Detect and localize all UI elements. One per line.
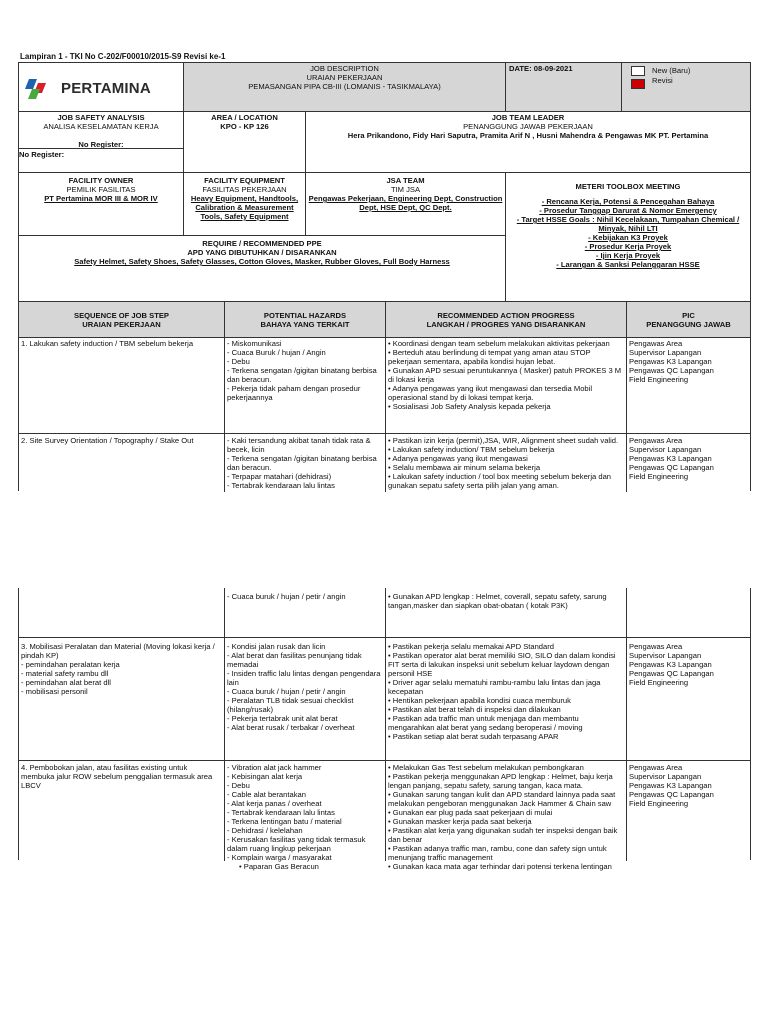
- pic-item: Supervisor Lapangan: [629, 772, 702, 781]
- table-row-1-step: [18, 337, 225, 434]
- new-status-swatch: [631, 66, 645, 76]
- facility-owner-title: FACILITY OWNER: [68, 176, 134, 185]
- status-cell: [621, 62, 751, 112]
- hazard-item: - Cable alat berantakan: [227, 790, 306, 799]
- hazard-item: - Terkena sengatan /gigitan binatang berbisa dan beracun.: [227, 366, 377, 384]
- table-row-3-hazards: [224, 637, 386, 761]
- facility-equipment-cell: [183, 172, 306, 236]
- column-subtitle: BAHAYA YANG TERKAIT: [260, 320, 350, 329]
- column-divider: [385, 588, 386, 638]
- action-item: • Lakukan safety induction/ TBM sebelum bekerja: [388, 445, 555, 454]
- table-row-4: [18, 760, 751, 871]
- hazard-item: - Pekerja tidak paham dengan prosedur pekerjaannya: [227, 384, 361, 402]
- hazard-list: [227, 436, 383, 490]
- hazard-item: - Kebisingan alat kerja: [227, 772, 303, 781]
- hazard-item: - Alat berat dan fasilitas penunjang tidak memadai: [227, 651, 362, 669]
- hazard-item: - Cuaca buruk / hujan / petir / angin: [227, 687, 346, 696]
- area-title: AREA / LOCATION: [211, 113, 278, 122]
- hazard-item: - Insiden traffic lalu lintas dengan pengendara lain: [227, 669, 381, 687]
- action-item: • Gunakan sarung tangan kulit dan APD standard lainnya pada saat melakukan pengeboran menggunakan Jack Hammer & Chain saw: [388, 790, 616, 808]
- document-reference: Lampiran 1 - TKI No C-202/F00010/2015-S9 Revisi ke-1: [20, 52, 226, 61]
- hazard-item: - Debu: [227, 357, 250, 366]
- column-divider: [224, 434, 225, 492]
- hazard-item: - Alat kerja panas / overheat: [227, 799, 322, 808]
- hazard-item: - Terpapar matahari (dehidrasi): [227, 472, 332, 481]
- revision-status-swatch: [631, 79, 645, 89]
- ppe-title: REQUIRE / RECOMMENDED PPE: [202, 239, 322, 248]
- hazard-item: - Pekerja tertabrak unit alat berat: [227, 714, 338, 723]
- pic-item: Supervisor Lapangan: [629, 651, 702, 660]
- job-step: 1. Lakukan safety induction / TBM sebelum bekerja: [21, 339, 194, 348]
- facility-equipment-value-2: Calibration & Measurement: [195, 203, 294, 212]
- pertamina-logo-icon: [25, 77, 55, 99]
- revision-status-label: Revisi: [652, 76, 673, 85]
- pic-item: Pengawas K3 Lapangan: [629, 781, 712, 790]
- pic-item: Pengawas Area: [629, 763, 683, 772]
- action-list: [388, 763, 624, 871]
- job-description-subtitle: URAIAN PEKERJAAN: [306, 73, 383, 82]
- hazard-item: - Kaki tersandung akibat tanah tidak rata & becek, licin: [227, 436, 371, 454]
- jsa-cell: [18, 111, 184, 173]
- job-step: 3. Mobilisasi Peralatan dan Material (Moving lokasi kerja / pindah KP): [21, 642, 215, 660]
- action-item: • Gunakan APD lengkap : Helmet, coverall, sepatu safety, sarung tangan,masker dan siapkan obat-obatan ( kotak P3K): [388, 592, 607, 610]
- hazard-item: - Cuaca Buruk / hujan / Angin: [227, 348, 326, 357]
- action-item: • Berteduh atau berlindung di tempat yang aman atau STOP pekerjaan sementara, apabila kondisi hujan lebat.: [388, 348, 591, 366]
- pic-item: Pengawas K3 Lapangan: [629, 660, 712, 669]
- job-description-cell: [183, 62, 506, 112]
- pic-item: Supervisor Lapangan: [629, 348, 702, 357]
- hazard-item: - Komplain warga / masyarakat: [227, 853, 332, 862]
- column-divider: [626, 588, 627, 638]
- hazard-item: - Peralatan TLB tidak sesuai checklist (hilang/rusak): [227, 696, 354, 714]
- column-header-actions: [385, 301, 627, 338]
- hazard-item: - Vibration alat jack hammer: [227, 763, 322, 772]
- pic-item: Pengawas Area: [629, 436, 683, 445]
- pertamina-logo: [25, 77, 151, 99]
- column-title: RECOMMENDED ACTION PROGRESS: [437, 311, 575, 320]
- column-title: SEQUENCE OF JOB STEP: [74, 311, 169, 320]
- column-subtitle: URAIAN PEKERJAAN: [82, 320, 161, 329]
- pic-item: Pengawas QC Lapangan: [629, 463, 714, 472]
- action-item: • Gunakan masker kerja pada saat bekerja: [388, 817, 532, 826]
- toolbox-item: - Prosedur Kerja Proyek: [584, 242, 672, 251]
- pic-item: Supervisor Lapangan: [629, 445, 702, 454]
- action-item: • Pastikan alat berat telah di inspeksi dan dilakukan: [388, 705, 561, 714]
- action-item: • Gunakan APD sesuai peruntukannya ( Masker) patuh PROKES 3 M di lokasi kerja: [388, 366, 622, 384]
- hazard-item: - Debu: [227, 781, 250, 790]
- no-register-label: No Register:: [78, 140, 124, 149]
- toolbox-cell: [505, 172, 751, 302]
- no-register-label-2: No Register:: [19, 150, 65, 159]
- jsa-team-value-1: Pengawas Pekerjaan, Engineering Dept, Construction: [308, 194, 503, 203]
- column-title: PIC: [682, 311, 695, 320]
- action-item: • Pastikan pekerja menggunakan APD lengkap : Helmet, baju kerja lengan panjang, sepatu safety, sarung tangan, kaca mata.: [388, 772, 613, 790]
- jsa-subtitle: ANALISA KESELAMATAN KERJA: [43, 122, 159, 131]
- facility-owner-value: PT Pertamina MOR III & MOR IV: [44, 194, 158, 203]
- jsa-team-subtitle: TIM JSA: [390, 185, 421, 194]
- pic-item: Field Engineering: [629, 375, 689, 384]
- action-item: • Pastikan alat kerja yang digunakan sudah ter inspeksi dengan baik dan benar: [388, 826, 618, 844]
- action-item: • Pastikan pekerja selalu memakai APD Standard: [388, 642, 555, 651]
- table-row-2: [18, 433, 751, 491]
- hazard-item: - Terkena lentingan batu / material: [227, 817, 342, 826]
- pic-item: Pengawas Area: [629, 642, 683, 651]
- table-row-3-actions: [385, 637, 627, 761]
- action-item: • Selalu membawa air minum selama bekerja: [388, 463, 541, 472]
- team-leader-cell: [305, 111, 751, 173]
- column-title: POTENTIAL HAZARDS: [263, 311, 347, 320]
- job-step: 2. Site Survey Orientation / Topography / Stake Out: [21, 436, 194, 445]
- hazard-item: • Paparan Gas Beracun: [239, 862, 319, 871]
- toolbox-title: METERI TOOLBOX MEETING: [575, 182, 681, 191]
- new-status-label: New (Baru): [652, 66, 691, 75]
- column-divider: [626, 434, 627, 492]
- action-list: [388, 436, 624, 490]
- job-description-value: PEMASANGAN PIPA CB-III (LOMANIS - TASIKMALAYA): [248, 82, 441, 91]
- toolbox-item: - Prosedur Tanggap Darurat & Nomor Emergency: [539, 206, 717, 215]
- date-value: DATE: 08-09-2021: [509, 64, 573, 73]
- hazard-item: - Cuaca buruk / hujan / petir / angin: [227, 592, 346, 601]
- table-row-1-hazards: [224, 337, 386, 434]
- area-cell: [183, 111, 306, 173]
- job-step: 4. Pembobokan jalan, atau fasilitas existing untuk membuka jalur ROW sebelum penggalian termasuk area LBCV: [21, 763, 213, 790]
- facility-equipment-subtitle: FASILITAS PEKERJAAN: [202, 185, 287, 194]
- pic-item: Pengawas K3 Lapangan: [629, 357, 712, 366]
- action-item: • Hentikan pekerjaan apabila kondisi cuaca memburuk: [388, 696, 571, 705]
- pic-item: Field Engineering: [629, 799, 689, 808]
- action-item: • Pastikan izin kerja (permit),JSA, WIR, Alignment sheet sudah valid.: [388, 436, 619, 445]
- jsa-team-value-2: Dept, HSE Dept, QC Dept.: [359, 203, 452, 212]
- table-row-1-pic: [626, 337, 751, 434]
- team-leader-title: JOB TEAM LEADER: [491, 113, 565, 122]
- action-item: • Lakukan safety induction / tool box meeting sebelum bekerja dan gunakan sepatu safety serta pilih jalan yang aman.: [388, 472, 612, 490]
- hazard-item: - Kerusakan fasilitas yang tidak termasuk dalam ruang lingkup pekerjaan: [227, 835, 366, 853]
- divider: [18, 148, 184, 149]
- toolbox-item: - Rencana Kerja, Potensi & Pencegahan Bahaya: [541, 197, 715, 206]
- pic-list: [629, 436, 749, 481]
- pic-item: Pengawas Area: [629, 339, 683, 348]
- facility-owner-cell: [18, 172, 184, 236]
- pic-item: Pengawas K3 Lapangan: [629, 454, 712, 463]
- ppe-cell: [18, 235, 506, 302]
- toolbox-item: - Ijin Kerja Proyek: [595, 251, 661, 260]
- toolbox-item: - Target HSSE Goals : Nihil Kecelakaan, Tumpahan Chemical /: [516, 215, 740, 224]
- pic-item: Pengawas QC Lapangan: [629, 669, 714, 678]
- column-header-sequence: [18, 301, 225, 338]
- hazard-item: - Miskomunikasi: [227, 339, 282, 348]
- action-item: • Driver agar selalu mematuhi rambu-rambu lalu lintas dan jaga kecepatan: [388, 678, 601, 696]
- action-item: • Pastikan ada traffic man untuk menjaga dan membantu mengarahkan alat berat yang sedang beroperasi / moving: [388, 714, 583, 732]
- jsa-title: JOB SAFETY ANALYSIS: [57, 113, 145, 122]
- hazard-list: [227, 763, 383, 871]
- action-item: • Pastikan adanya traffic man, rambu, cone dan safety sign untuk menunjang traffic management: [388, 844, 607, 862]
- column-header-pic: [626, 301, 751, 338]
- hazard-item: - Terkena sengatan /gigitan binatang berbisa dan beracun.: [227, 454, 377, 472]
- team-leader-subtitle: PENANGGUNG JAWAB PEKERJAAN: [463, 122, 593, 131]
- date-cell: [505, 62, 622, 112]
- ppe-subtitle: APD YANG DIBUTUHKAN / DISARANKAN: [187, 248, 337, 257]
- job-step-item: - mobilisasi personil: [21, 687, 88, 696]
- hazard-item: - Dehidrasi / kelelahan: [227, 826, 303, 835]
- column-divider: [385, 434, 386, 492]
- toolbox-item: - Larangan & Sanksi Pelanggaran HSSE: [556, 260, 700, 269]
- facility-equipment-value-1: Heavy Equipment, Handtools,: [190, 194, 299, 203]
- job-step-item: - pemindahan alat berat dll: [21, 678, 111, 687]
- action-item: • Adanya pengawas yang ikut mengawasi: [388, 454, 528, 463]
- jsa-team-cell: [305, 172, 506, 236]
- facility-equipment-title: FACILITY EQUIPMENT: [204, 176, 285, 185]
- table-row-2-continued: [18, 588, 751, 638]
- job-step-item: - pemindahan peralatan kerja: [21, 660, 120, 669]
- pic-item: Pengawas QC Lapangan: [629, 366, 714, 375]
- hazard-item: - Tertabrak kendaraan lalu lintas: [227, 481, 335, 490]
- pic-item: Pengawas QC Lapangan: [629, 790, 714, 799]
- hazard-item: - Kondisi jalan rusak dan licin: [227, 642, 326, 651]
- action-item: • Pastikan operator alat berat memiliki SIO, SILO dan dalam kondisi FIT serta di lakukan inspeksi unit sebelum keluar laydown dengan personil HSE: [388, 651, 616, 678]
- ppe-value: Safety Helmet, Safety Shoes, Safety Glasses, Cotton Gloves, Masker, Rubber Gloves, Full Body Harness: [74, 257, 450, 266]
- action-item: • Pastikan setiap alat berat sudah terpasang APAR: [388, 732, 559, 741]
- jsa-team-title: JSA TEAM: [386, 176, 425, 185]
- column-divider: [224, 761, 225, 861]
- job-step-item: - material safety rambu dll: [21, 669, 109, 678]
- column-header-hazards: [224, 301, 386, 338]
- action-item: • Gunakan kaca mata agar terhindar dari potensi terkena lentingan: [388, 862, 612, 871]
- column-divider: [224, 588, 225, 638]
- pic-list: [629, 763, 749, 808]
- area-value: KPO - KP 126: [220, 122, 269, 131]
- action-item: • Melakukan Gas Test sebelum melakukan pembongkaran: [388, 763, 584, 772]
- hazard-item: - Tertabrak kendaraan lalu lintas: [227, 808, 335, 817]
- column-subtitle: PENANGGUNG JAWAB: [646, 320, 731, 329]
- column-divider: [626, 761, 627, 861]
- action-item: • Adanya pengawas yang ikut mengawasi dan tersedia Mobil operasional stand by di lokasi tempat kerja.: [388, 384, 593, 402]
- job-description-title: JOB DESCRIPTION: [310, 64, 379, 73]
- action-item: • Koordinasi dengan team sebelum melakukan aktivitas pekerjaan: [388, 339, 610, 348]
- action-item: • Sosialisasi Job Safety Analysis kepada pekerja: [388, 402, 551, 411]
- table-row-3-step: [18, 637, 225, 761]
- pertamina-wordmark: PERTAMINA: [61, 79, 151, 97]
- logo-cell: [18, 62, 184, 112]
- action-item: • Gunakan ear plug pada saat pekerjaan di mulai: [388, 808, 553, 817]
- team-leader-value: Hera Prikandono, Fidy Hari Saputra, Pramita Arif N , Husni Mahendra & Pengawas MK PT. Pertamina: [347, 131, 709, 140]
- facility-owner-subtitle: PEMILIK FASILITAS: [66, 185, 136, 194]
- hazard-item: - Alat berat rusak / terbakar / overheat: [227, 723, 355, 732]
- table-row-3-pic: [626, 637, 751, 761]
- pic-item: Field Engineering: [629, 472, 689, 481]
- table-row-1-actions: [385, 337, 627, 434]
- column-subtitle: LANGKAH / PROGRES YANG DISARANKAN: [426, 320, 586, 329]
- pic-item: Field Engineering: [629, 678, 689, 687]
- toolbox-item: Minyak, Nihil LTI: [598, 224, 658, 233]
- column-divider: [385, 761, 386, 861]
- facility-equipment-value-3: Tools, Safety Equipment: [200, 212, 289, 221]
- toolbox-item: - Kebijakan K3 Proyek: [588, 233, 668, 242]
